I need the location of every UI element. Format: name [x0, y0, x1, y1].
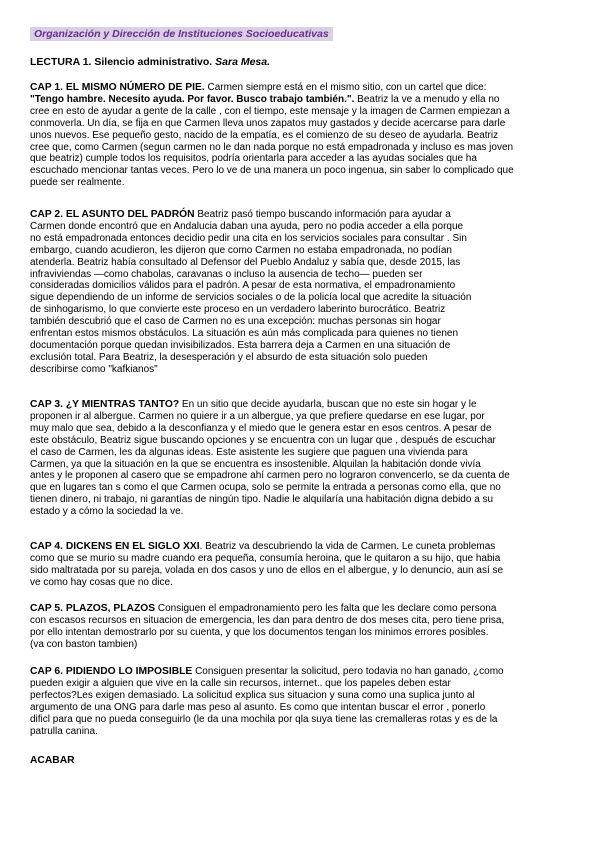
chapter-1-first-line [30, 82, 575, 94]
chapter-line: argumento de una ONG para darle mas peso al asunto. Es como que intentan buscar el error , ponerlo [30, 701, 486, 713]
chapter-line: dificl para que no pueda conseguirlo (le da una mochila por qla suya tiene las cremalleras rotas y es de la [30, 713, 498, 725]
chapter-6 [30, 666, 575, 737]
chapter-1-title: CAP 1. EL MISMO NÚMERO DE PIE. [30, 82, 205, 93]
chapter-line: Carmen, ya que la situación en la que se encuentra es insostenible. Alquilan la habitación donde vivía [30, 458, 481, 470]
chapter-2-first-line [30, 209, 575, 221]
chapter-line: ve como hay cosas que no dice. [30, 576, 173, 588]
chapter-line: estado y a cómo la sociedad la ve. [30, 506, 184, 518]
chapter-5-title: CAP 5. PLAZOS, PLAZOS [30, 603, 156, 614]
chapter-line: este obstáculo, Beatriz sigue buscando opciones y se encuentra con un lugar que , después de escuchar [30, 434, 496, 446]
chapter-line: "Tengo hambre. Necesito ayuda. Por favor. Busco trabajo también.". Beatriz la ve a menudo y ella no [30, 93, 500, 105]
end-label: ACABAR [30, 755, 75, 766]
chapter-2-title: CAP 2. EL ASUNTO DEL PADRÓN [30, 209, 195, 220]
chapter-line: puede ser realmente. [30, 177, 125, 189]
chapter-line: sigue dependiendo de un informe de servicios sociales o de la policía local que acredite la situación [30, 292, 472, 304]
chapter-line: escuchado mencionar tantas veces. Pero lo ve de una manera un poco ingenua, sin saber lo complicado que [30, 165, 514, 177]
chapter-line: no está empadronada entonces decidio pedir una cita en los servicios sociales para consultar . Sin [30, 232, 467, 244]
chapter-line: unos nuevos. Ese pequeño gesto, nacido de la empatía, es el comienzo de su deseo de ayudarla. Beatriz [30, 129, 499, 141]
chapter-line: infraviviendas —como chabolas, caravanas o incluso la ausencia de techo— pueden ser [30, 268, 423, 280]
chapter-3-first-line [30, 399, 575, 411]
chapter-line: describirse como "kafkianos" [30, 363, 158, 375]
chapter-2-lead: Beatriz pasó tiempo buscando información para ayudar a [194, 209, 451, 220]
chapter-line: cree en esto de ayudar a gente de la calle , con el tiempo, este mensaje y la imagen de Carmen empiezan a [30, 105, 510, 117]
chapter-5 [30, 603, 575, 651]
chapter-line: con escasos recursos en situacion de emergencia, les dan para dentro de dos meses cita, pero tiene prisa, [30, 614, 505, 626]
chapter-6-title: CAP 6. PIDIENDO LO IMPOSIBLE [30, 666, 193, 677]
chapter-line: enfrentan estos mismos obstáculos. La situación es aún más complicada para quienes no tienen [30, 328, 459, 340]
chapter-line: exclusión total. Para Beatriz, la desesperación y el absurdo de esta situación solo pueden [30, 351, 428, 363]
chapter-5-lead: Consiguen el empadronamiento pero les falta que les declare como persona [155, 603, 497, 614]
chapter-line: (va con baston tambien) [30, 638, 138, 650]
reading-title [30, 56, 270, 69]
sign-quote: "Tengo hambre. Necesito ayuda. Por favor. Busco trabajo también.". [30, 93, 355, 105]
chapter-6-lead: Consiguen presentar la solicitud, pero todavia no han ganado, ¿como [192, 666, 504, 677]
chapter-line: Carmen donde encontró que en Andalucia daban una ayuda, pero no podia acceder a ella porque [30, 220, 464, 232]
chapter-line: perfectos?Les exigen demasiado. La solicitud explica sus situacion y suna como una suplica junto al [30, 689, 475, 701]
chapter-line: atenderla. Beatriz había consultado al Defensor del Pueblo Andaluz y sabía que, desde 2015, las [30, 256, 461, 268]
chapter-3-lead: En un sitio que decide ayudarla, buscan que no este sin hogar y le [179, 399, 477, 410]
chapter-1-lead: Carmen siempre está en el mismo sitio, con un cartel que dice: [204, 82, 487, 93]
chapter-line: patrulla canina. [30, 725, 98, 737]
chapter-line: muy malo que sea, debido a la desconfianza y el miedo que le genera estar en esos centros. A pesar de [30, 422, 492, 434]
chapter-line: pueden exigir a alguien que vive en la calle sin recursos, internet.. que los papeles deben estar [30, 677, 451, 689]
chapter-3 [30, 399, 575, 518]
chapter-line: antes y le proponen al casero que se empadrone ahí carmen pero no lograron convencerlo, se da cuenta de [30, 470, 510, 482]
course-title: Organización y Dirección de Instituciones Socioeducativas [30, 27, 333, 41]
chapter-4 [30, 541, 575, 589]
chapter-line: que en lugares tan s como el que Carmen ocupa, solo se permite la entrada a personas como ella, que no [30, 482, 501, 494]
chapter-line: consideradas domicilios válidos para el padrón. A pesar de esta normativa, el empadronamiento [30, 280, 456, 292]
chapter-line: como que se murio su madre cuando era pequeña, consumía heroina, que le quitaron a su hijo, que habia [30, 552, 501, 564]
chapter-line: que beatriz) cumple todos los requisitos, podría orientarla para acceder a las ayudas sociales que ha [30, 153, 477, 165]
chapter-4-lead: . Beatriz va descubriendo la vida de Carmen. Le cuneta problemas [199, 541, 496, 552]
chapter-4-title: CAP 4. DICKENS EN EL SIGLO XXI [30, 541, 200, 552]
chapter-3-title: CAP 3. ¿Y MIENTRAS TANTO? [30, 399, 180, 410]
chapter-1 [30, 82, 575, 189]
chapter-line: de sinhogarismo, lo que convierte este proceso en un verdadero laberinto burocrático. Beatriz [30, 304, 446, 316]
chapter-line: tienen dinero, ni trabajo, ni garantías de ningún tipo. Nadie le alquilaría una habitación digna debido a su [30, 494, 494, 506]
chapter-line: por ello intentan demostrarlo por su cuenta, y que los documentos tengan los minimos errores posibles. [30, 626, 489, 638]
chapter-line: documentación porque quedan invisibilizados. Esta barrera deja a Carmen en una situación de [30, 339, 451, 351]
chapter-line: cree que, como Carmen (segun carmen no le dan nada porque no está empadronada y incluso es mas joven [30, 141, 514, 153]
chapter-line: sido maltratada por su pareja, volada en dos casos y uno de ellos en el albergue, y lo denuncio, aun así se [30, 564, 504, 576]
reading-author: Sara Mesa. [215, 56, 271, 68]
chapter-2 [30, 209, 575, 376]
chapter-line: también descubrió que el caso de Carmen no es una excepción: muchas personas sin hogar [30, 316, 441, 328]
chapter-6-first-line [30, 666, 575, 678]
reading-label: LECTURA 1. Silencio administrativo. [30, 56, 213, 68]
chapter-line: proponen ir al albergue. Carmen no quiere ir a un albergue, ya que prefiere quedarse en ese lugar, por [30, 410, 485, 422]
chapter-5-first-line [30, 603, 575, 615]
chapter-line: conmoverla. Un día, se fija en que Carmen lleva unos zapatos muy gastados y decide acercarse para darle [30, 117, 506, 129]
chapter-4-first-line [30, 541, 575, 553]
chapter-line: el caso de Carmen, les da algunas ideas. Este asistente les sugiere que paguen una vivienda para [30, 446, 468, 458]
chapter-line: embargo, cuando acudieron, les dijeron que como Carmen no estaba empadronada, no podían [30, 244, 452, 256]
